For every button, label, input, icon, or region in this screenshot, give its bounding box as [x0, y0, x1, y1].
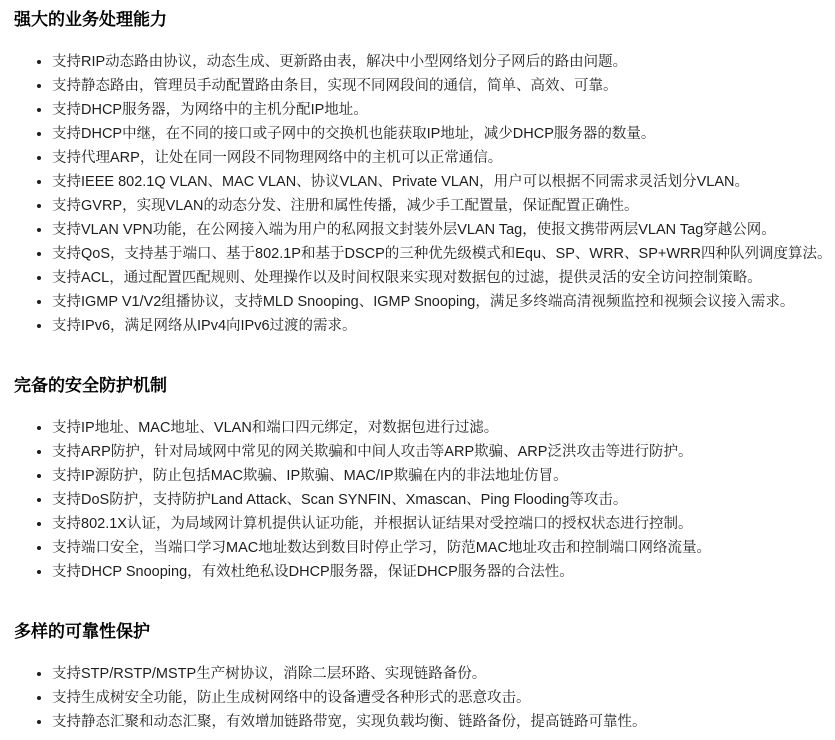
- feature-list: [14, 662, 835, 734]
- section-title: 强大的业务处理能力: [14, 10, 167, 29]
- list-item: • 支持IEEE 802.1Q VLAN、MAC VLAN、协议VLAN、Private VLAN，用户可以根据不同需求灵活划分VLAN。: [52, 170, 835, 194]
- list-item: • 支持ARP防护，针对局域网中常见的网关欺骗和中间人攻击等ARP欺骗、ARP泛洪攻击等进行防护。: [52, 440, 835, 464]
- list-item: • 支持DHCP Snooping，有效杜绝私设DHCP服务器，保证DHCP服务器的合法性。: [52, 560, 835, 584]
- list-item: • 支持QoS，支持基于端口、基于802.1P和基于DSCP的三种优先级模式和Equ、SP、WRR、SP+WRR四种队列调度算法。: [52, 242, 835, 266]
- list-item: • 支持DHCP服务器，为网络中的主机分配IP地址。: [52, 98, 835, 122]
- list-item: • 支持RIP动态路由协议，动态生成、更新路由表，解决中小型网络划分子网后的路由问题。: [52, 50, 835, 74]
- list-item: • 支持代理ARP，让处在同一网段不同物理网络中的主机可以正常通信。: [52, 146, 835, 170]
- list-item: • 支持静态路由，管理员手动配置路由条目，实现不同网段间的通信，简单、高效、可靠。: [52, 74, 835, 98]
- section-security-protection: [14, 376, 835, 584]
- list-item: • 支持STP/RSTP/MSTP生产树协议，消除二层环路、实现链路备份。: [52, 662, 835, 686]
- feature-list: [14, 50, 835, 338]
- list-item: • 支持ACL，通过配置匹配规则、处理操作以及时间权限来实现对数据包的过滤，提供灵活的安全访问控制策略。: [52, 266, 835, 290]
- list-item: • 支持DoS防护，支持防护Land Attack、Scan SYNFIN、Xmascan、Ping Flooding等攻击。: [52, 488, 835, 512]
- list-item: • 支持静态汇聚和动态汇聚，有效增加链路带宽，实现负载均衡、链路备份，提高链路可靠性。: [52, 710, 835, 734]
- list-item: • 支持端口安全，当端口学习MAC地址数达到数目时停止学习，防范MAC地址攻击和控制端口网络流量。: [52, 536, 835, 560]
- list-item: • 支持GVRP，实现VLAN的动态分发、注册和属性传播，减少手工配置量，保证配置正确性。: [52, 194, 835, 218]
- list-item: • 支持IP源防护，防止包括MAC欺骗、IP欺骗、MAC/IP欺骗在内的非法地址仿冒。: [52, 464, 835, 488]
- section-reliability-protection: [14, 622, 835, 734]
- list-item: • 支持IP地址、MAC地址、VLAN和端口四元绑定，对数据包进行过滤。: [52, 416, 835, 440]
- section-business-processing: [14, 10, 835, 338]
- list-item: • 支持802.1X认证，为局域网计算机提供认证功能，并根据认证结果对受控端口的授权状态进行控制。: [52, 512, 835, 536]
- list-item: • 支持DHCP中继，在不同的接口或子网中的交换机也能获取IP地址，减少DHCP服务器的数量。: [52, 122, 835, 146]
- list-item: • 支持IGMP V1/V2组播协议，支持MLD Snooping、IGMP Snooping，满足多终端高清视频监控和视频会议接入需求。: [52, 290, 835, 314]
- list-item: • 支持生成树安全功能，防止生成树网络中的设备遭受各种形式的恶意攻击。: [52, 686, 835, 710]
- list-item: • 支持VLAN VPN功能，在公网接入端为用户的私网报文封装外层VLAN Tag，使报文携带两层VLAN Tag穿越公网。: [52, 218, 835, 242]
- section-title: 完备的安全防护机制: [14, 376, 167, 395]
- feature-list: [14, 416, 835, 584]
- section-title: 多样的可靠性保护: [14, 622, 150, 641]
- list-item: • 支持IPv6，满足网络从IPv4向IPv6过渡的需求。: [52, 314, 835, 338]
